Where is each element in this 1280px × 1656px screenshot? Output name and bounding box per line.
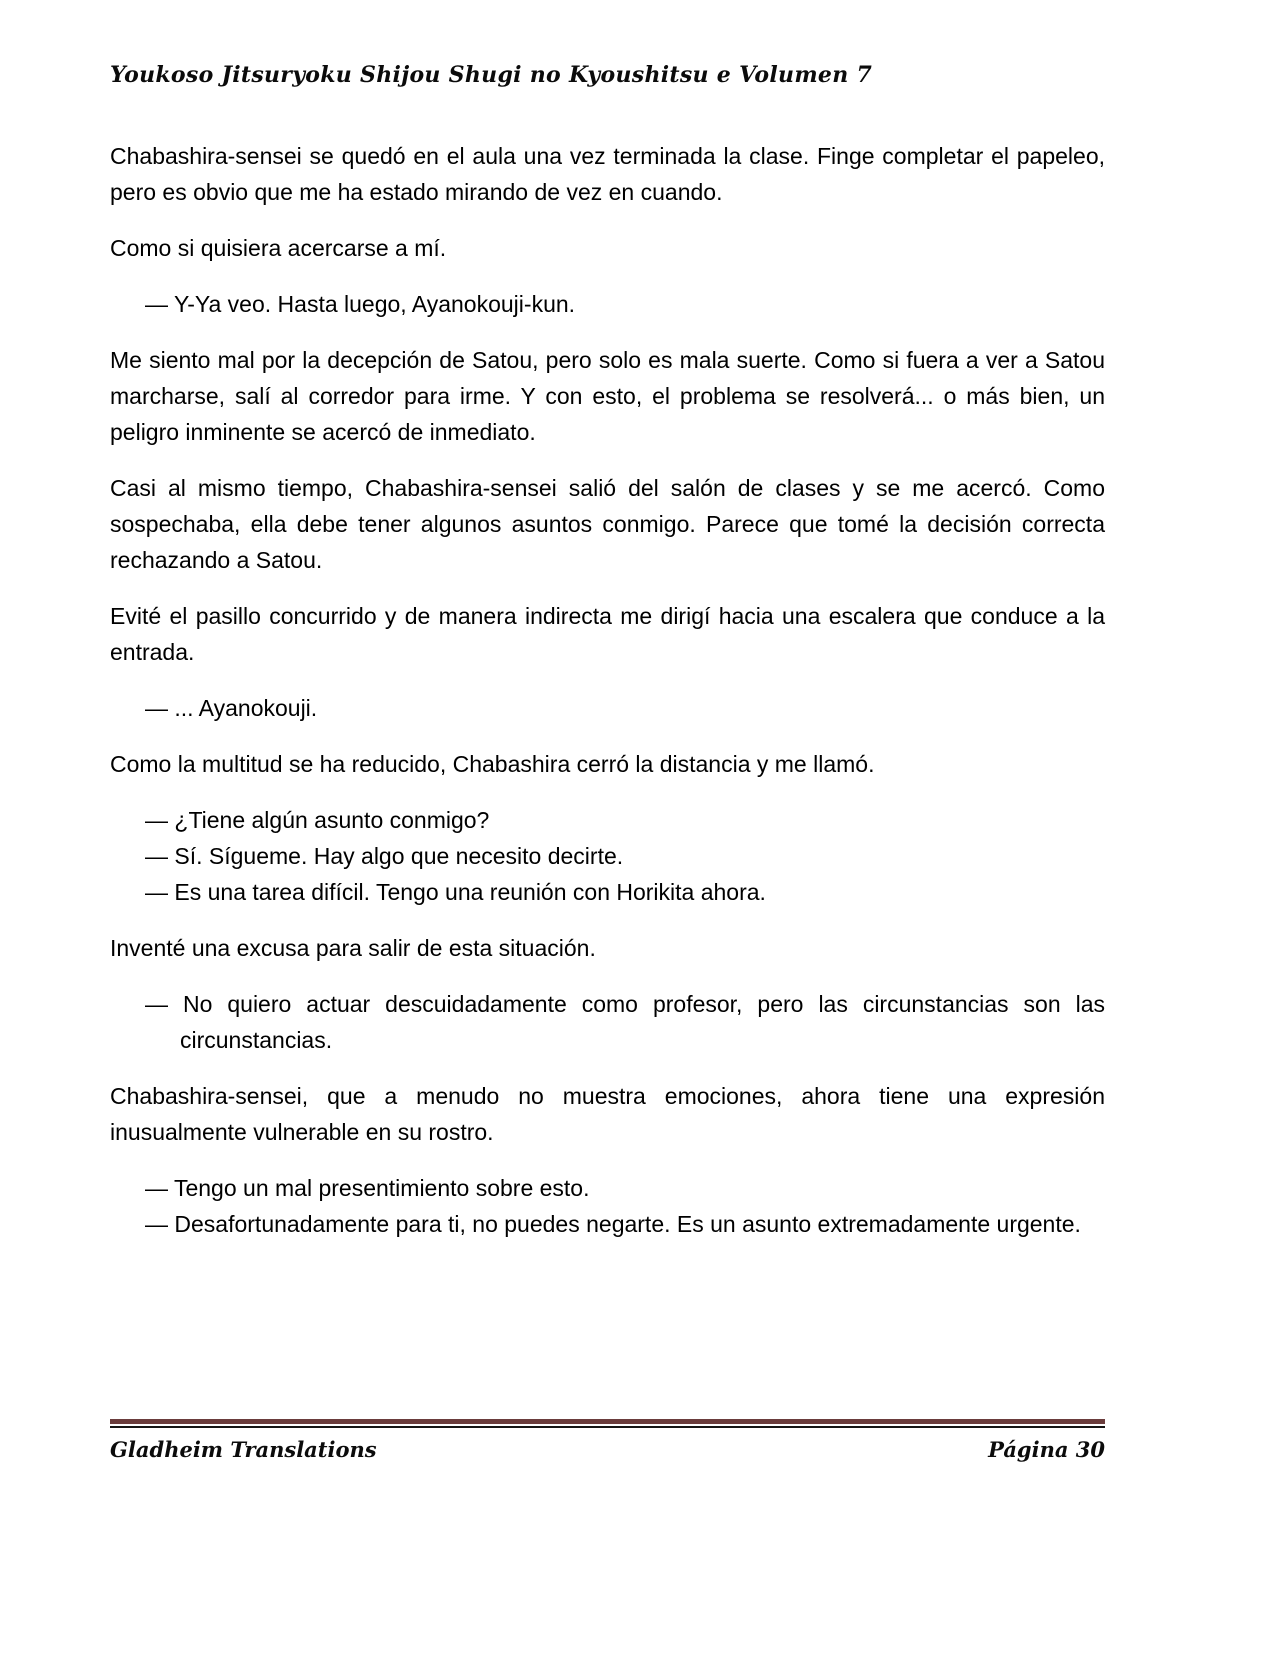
dialogue-line: — Es una tarea difícil. Tengo una reunión con Horikita ahora. [145,879,766,905]
dialogue-line: — Tengo un mal presentimiento sobre esto. [145,1175,590,1201]
footer-rule-top [110,1419,1105,1424]
footer-page-number: Página 30 [988,1437,1105,1462]
dialogue-group [110,1170,1105,1242]
dialogue-line: — Desafortunadamente para ti, no puedes negarte. Es un asunto extremadamente urgente. [145,1211,1081,1237]
document-footer [110,1419,1105,1462]
footer-text-row [110,1437,1105,1462]
paragraph: Inventé una excusa para salir de esta situación. [110,935,596,961]
document-header [110,62,1105,88]
footer-translator: Gladheim Translations [110,1437,377,1462]
paragraph: Como si quisiera acercarse a mí. [110,235,447,261]
dialogue-line: — Sí. Sígueme. Hay algo que necesito decirte. [145,843,624,869]
dialogue-line: — ¿Tiene algún asunto conmigo? [145,807,490,833]
paragraph: Chabashira-sensei se quedó en el aula una vez terminada la clase. Finge completar el papeleo, pero es obvio que me ha estado mirando de vez en cuando. [110,143,1105,205]
footer-rule-bottom [110,1426,1105,1428]
paragraph: Como la multitud se ha reducido, Chabashira cerró la distancia y me llamó. [110,751,875,777]
document-title: Youkoso Jitsuryoku Shijou Shugi no Kyoushitsu e Volumen 7 [110,62,873,88]
dialogue-group [110,802,1105,910]
paragraph: Casi al mismo tiempo, Chabashira-sensei salió del salón de clases y se me acercó. Como sospechaba, ella debe tener algunos asuntos conmigo. Parece que tomé la decisión correcta rechazando a Satou. [110,475,1105,573]
paragraph: Me siento mal por la decepción de Satou, pero solo es mala suerte. Como si fuera a ver a Satou marcharse, salí al corredor para irme. Y con esto, el problema se resolverá... o más bien, un peligro inminente se acercó de inmediato. [110,347,1105,445]
paragraph: Evité el pasillo concurrido y de manera indirecta me dirigí hacia una escalera que conduce a la entrada. [110,603,1105,665]
dialogue-line: — Y-Ya veo. Hasta luego, Ayanokouji-kun. [145,291,576,317]
paragraph: Chabashira-sensei, que a menudo no muestra emociones, ahora tiene una expresión inusualmente vulnerable en su rostro. [110,1083,1105,1145]
dialogue-line: — No quiero actuar descuidadamente como profesor, pero las circunstancias son las circunstancias. [145,991,1105,1053]
document-body [110,138,1105,1262]
dialogue-line: — ... Ayanokouji. [145,695,318,721]
